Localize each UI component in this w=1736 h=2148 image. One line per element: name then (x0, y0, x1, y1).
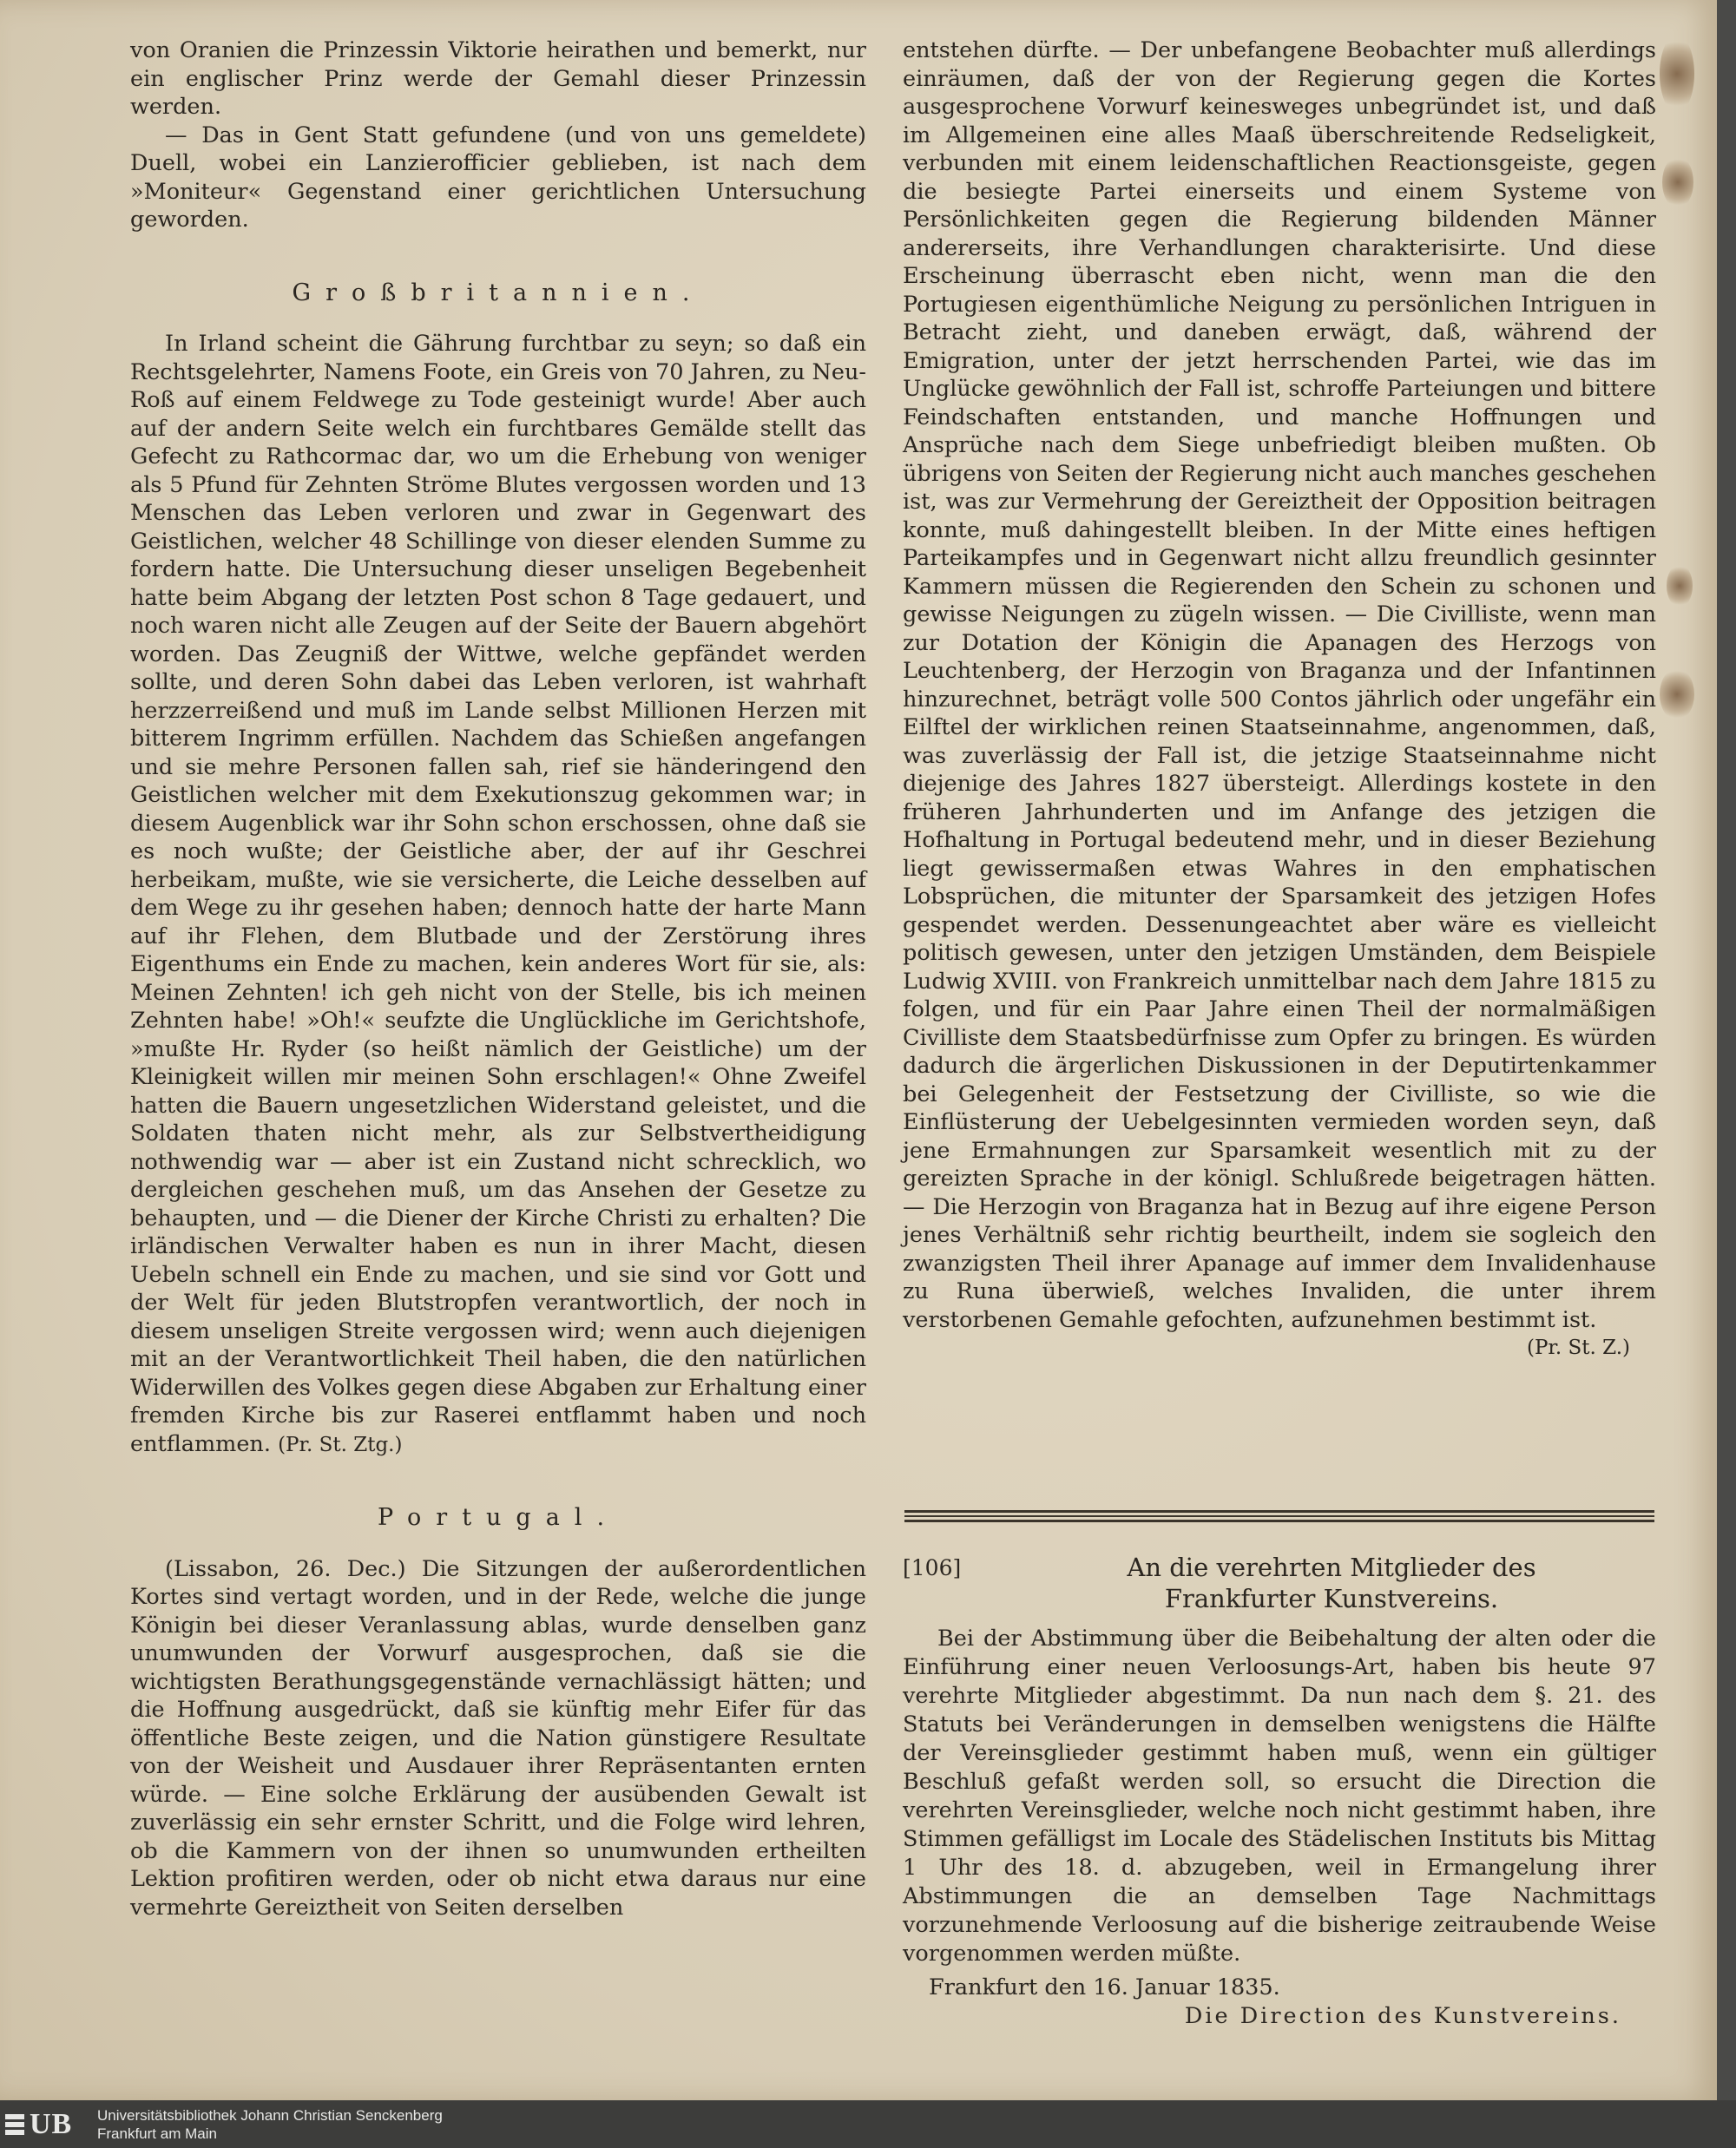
left-column (130, 36, 866, 1921)
article-great-britain-text: In Irland scheint die Gährung furchtbar zu seyn; so daß ein Rechtsgelehrter, Namens Foote, ein Greis von 70 Jahren, zu Neu-Roß auf einem Feldwege zu Tode gesteinigt wurde! Aber auch auf der andern Seite welch ein furchtbares Gemälde stellt das Gefecht zu Rathcormac dar, wo um die Erhebung von weniger als 5 Pfund für Zehnten Ströme Blutes vergossen worden und 13 Menschen das Leben verloren und zwar in Gegenwart des Geistlichen, welcher 48 Schillinge von dieser elenden Summe zu fordern hatte. Die Untersuchung dieser unseligen Begebenheit hatte beim Abgang der letzten Post schon 8 Tage gedauert, und noch waren nicht alle Zeugen auf der Seite der Bauern abgehört worden. Das Zeugniß der Wittwe, welche gepfändet werden sollte, und deren Sohn dabei das Leben verloren, ist wahrhaft herzzerreißend und muß im Lande selbst Millionen Herzen mit bitterem Ingrimm erfüllen. Nachdem das Schießen angefangen und sie mehre Personen fallen sah, rief sie händeringend den Geistlichen welcher mit dem Exekutionszug gekommen war; in diesem Augenblick war ihr Sohn schon erschossen, ohne daß sie es noch wußte; der Geistliche aber, der auf ihr Geschrei herbeikam, mußte, wie sie versicherte, die Leiche desselben auf dem Wege zu ihr gesehen haben; dennoch hatte der harte Mann auf ihr Flehen, dem Blutbade und der Zerstörung ihres Eigenthums ein Ende zu machen, kein anderes Wort für sie, als: Meinen Zehnten! ich geh nicht von der Stelle, bis ich meinen Zehnten habe! »Oh!« seufzte die Unglückliche im Gerichtshofe, »mußte Hr. Ryder (so heißt nämlich der Geistliche) um der Kleinigkeit willen mir meinen Sohn erschlagen!« Ohne Zweifel hatten die Bauern ungesetzlichen Widerstand geleistet, und die Soldaten thaten nicht mehr, als zur Selbstvertheidigung nothwendig war — aber ist ein Zustand nicht schrecklich, wo dergleichen geschehen muß, um das Ansehen der Gesetze zu behaupten, und — die Diener der Kirche Christi zu erhalten? Die irländischen Verwalter haben es nun in ihrer Macht, diesen Uebeln schnell ein Ende zu machen, und sie sind vor Gott und der Welt für jeden Blutstropfen verantwortlich, der noch in diesem unseligen Streite vergossen wird; wenn auch diejenigen mit an der Verantwortlichkeit Theil haben, die den natürlichen Widerwillen des Volkes gegen diese Abgaben zur Erhaltung einer fremden Kirche bis zur Raserei entflammt haben und noch entflammen. (130, 331, 866, 1457)
heading-great-britain: Großbritannien. (292, 279, 705, 306)
logo-text: UB (30, 2108, 73, 2140)
article-source: (Pr. St. Z.) (1526, 1337, 1630, 1359)
article-portugal: (Lissabon, 26. Dec.) Die Sitzungen der außerordentlichen Kortes sind vertagt worden, und in der Rede, welche die junge Königin bei dieser Veranlassung ablas, wurde denselben ganz unumwunden der Vorwurf ausgesprochen, daß sie die wichtigsten Berathungsgegenstände vernachlässigt hätten; und die Hoffnung ausgedrückt, daß sie künftig mehr Eifer für das öffentliche Beste zeigen, und die Nation günstigere Resultate von der Weisheit und Ausdauer ihrer Repräsentanten ernten würde. — Eine solche Erklärung der ausübenden Gewalt ist zuverlässig ein sehr ernster Schritt, und die Folge wird lehren, ob die Kammern von der ihnen so unumwunden ertheilten Lektion profitiren werden, oder ob nicht etwa daraus nur eine vermehrte Gereiztheit von Seiten derselben (130, 1555, 866, 1921)
article-duel: — Das in Gent Statt gefundene (und von uns gemeldete) Duell, wobei ein Lanzierofficier geblieben, ist nach dem »Moniteur« Gegenstand einer gerichtlichen Untersuchung geworden. (130, 122, 866, 233)
announcement-signature: Die Direction des Kunstvereins. (1184, 2003, 1621, 2029)
article-portugal-continued: entstehen dürfte. — Der unbefangene Beobachter muß allerdings einräumen, daß der von der Regierung gegen die Kortes ausgesprochene Vorwurf keinesweges unbegründet ist, und daß im Allgemeinen eine alles Maaß überschreitende Redseligkeit, verbunden mit einem leidenschaftlichen Reactionsgeiste, gegen die besiegte Partei einerseits und einem Systeme von Persönlichkeiten gegen die Regierung bildenden Männer andererseits, ihre Verhandlungen charakterisirte. Und diese Erscheinung überrascht eben nicht, wenn man die den Portugiesen eigenthümliche Neigung zu persönlichen Intriguen in Betracht zieht, und daneben erwägt, daß, während der Emigration, unter der jetzt herrschenden Partei, wie das im Unglücke gewöhnlich der Fall ist, schroffe Parteiungen und bittere Feindschaften entstanden, und manche Hoffnungen und Ansprüche nach dem Siege unbefriedigt bleiben mußten. Ob übrigens von Seiten der Regierung nicht auch manches geschehen ist, was zur Vermehrung der Gereiztheit der Opposition beitragen konnte, muß dahingestellt bleiben. In der Mitte eines heftigen Parteikampfes und in Gegenwart nicht allzu freundlich gesinnter Kammern müssen die Regierenden den Schein zu schonen und gewisse Neigungen zu zügeln wissen. — Die Civilliste, wenn man zur Dotation der Königin die Apanagen des Herzogs von Leuchtenberg, der Herzogin von Braganza und der Infantinnen hinzurechnet, beträgt volle 500 Contos jährlich oder ungefähr ein Eilftel der wirklichen reinen Staatseinnahme, angenommen, daß, was zuverlässig der Fall ist, die jetzige Staatseinnahme nicht diejenige des Jahres 1827 übersteigt. Allerdings kostete in den früheren Jahrhunderten und im Anfange des jetzigen die Hofhaltung in Portugal bedeutend mehr, und in dieser Beziehung liegt gewissermaßen etwas Wahres in den emphatischen Lobsprüchen, die mitunter der Sparsamkeit des jetzigen Hofes gespendet werden. Dessenungeachtet aber wäre es vielleicht politisch gewesen, unter den jetzigen Umständen, dem Beispiele Ludwig XVIII. von Frankreich unmittelbar nach dem Jahre 1815 zu folgen, und für ein Paar Jahre einen Theil der normalmäßigen Civilliste dem Staatsbedürfnisse zum Opfer zu bringen. Es würden dadurch die ärgerlichen Diskussionen in der Deputirtenkammer bei Gelegenheit der Festsetzung der Civilliste, so wie die Einflüsterung der Uebelgesinnten vermieden worden seyn, daß jene Ermahnungen zur Sparsamkeit wesentlich mit zu der gereizten Sprache in der königl. Schlußrede beigetragen hätten. — Die Herzogin von Braganza hat in Bezug auf ihre eigene Person jenes Verhältniß sehr richtig beurtheilt, indem sie sogleich den zwanzigsten Theil ihrer Apanage auf immer dem Invalidenhause zu Runa überwieß, welches Invaliden, die unter ihrem verstorbenen Gemahle gefochten, aufzunehmen bestimmt ist. (903, 37, 1656, 1333)
section-divider (904, 1510, 1654, 1522)
library-logo[interactable] (5, 2107, 92, 2142)
announcement-header (903, 1552, 1656, 1616)
article-intro: von Oranien die Prinzessin Viktorie heirathen und bemerkt, nur ein englischer Prinz werde der Gemahl dieser Prinzessin werden. (130, 37, 866, 120)
announcement-date: Frankfurt den 16. Januar 1835. (929, 1974, 1280, 2000)
paper-stain (1662, 156, 1693, 208)
announcement (903, 1552, 1656, 2031)
right-column (903, 36, 1656, 1363)
library-footer (0, 2100, 1736, 2148)
paper-stain (1660, 668, 1694, 720)
article-source: (Pr. St. Ztg.) (278, 1433, 403, 1456)
library-location: Frankfurt am Main (97, 2125, 217, 2142)
announcement-number: [106] (903, 1555, 962, 1580)
logo-bars-icon (5, 2114, 24, 2135)
library-name (97, 2106, 443, 2143)
paper-stain (1667, 564, 1693, 608)
article-great-britain (130, 330, 866, 1459)
announcement-body: Bei der Abstimmung über die Beibehaltung der alten oder die Einführung einer neuen Verloosungs-Art, haben bis heute 97 verehrte Mitglieder abgestimmt. Da nun nach dem §. 21. des Statuts bei Veränderungen in demselben wenigstens die Hälfte der Vereinsglieder gestimmt haben muß, wenn ein gültiger Beschluß gefaßt werden soll, so ersucht die Direction die verehrten Vereinsglieder, welche noch nicht gestimmt haben, ihre Stimmen gefälligst im Locale des Städelischen Instituts bis Mittag 1 Uhr des 18. d. abzugeben, weil in Ermangelung ihrer Abstimmungen die an demselben Tage Nachmittags vorzunehmende Verloosung auf die bisherige zeitraubende Weise vorgenommen werden müßte. (903, 1626, 1656, 1967)
paper-stain (1660, 35, 1694, 113)
heading-portugal: Portugal. (377, 1504, 620, 1531)
library-name-line: Universitätsbibliothek Johann Christian Senckenberg (97, 2107, 443, 2124)
announcement-title-line: Frankfurter Kunstvereins. (1164, 1584, 1499, 1613)
announcement-title-line: An die verehrten Mitglieder des (1127, 1553, 1536, 1582)
announcement-title (1007, 1552, 1656, 1614)
